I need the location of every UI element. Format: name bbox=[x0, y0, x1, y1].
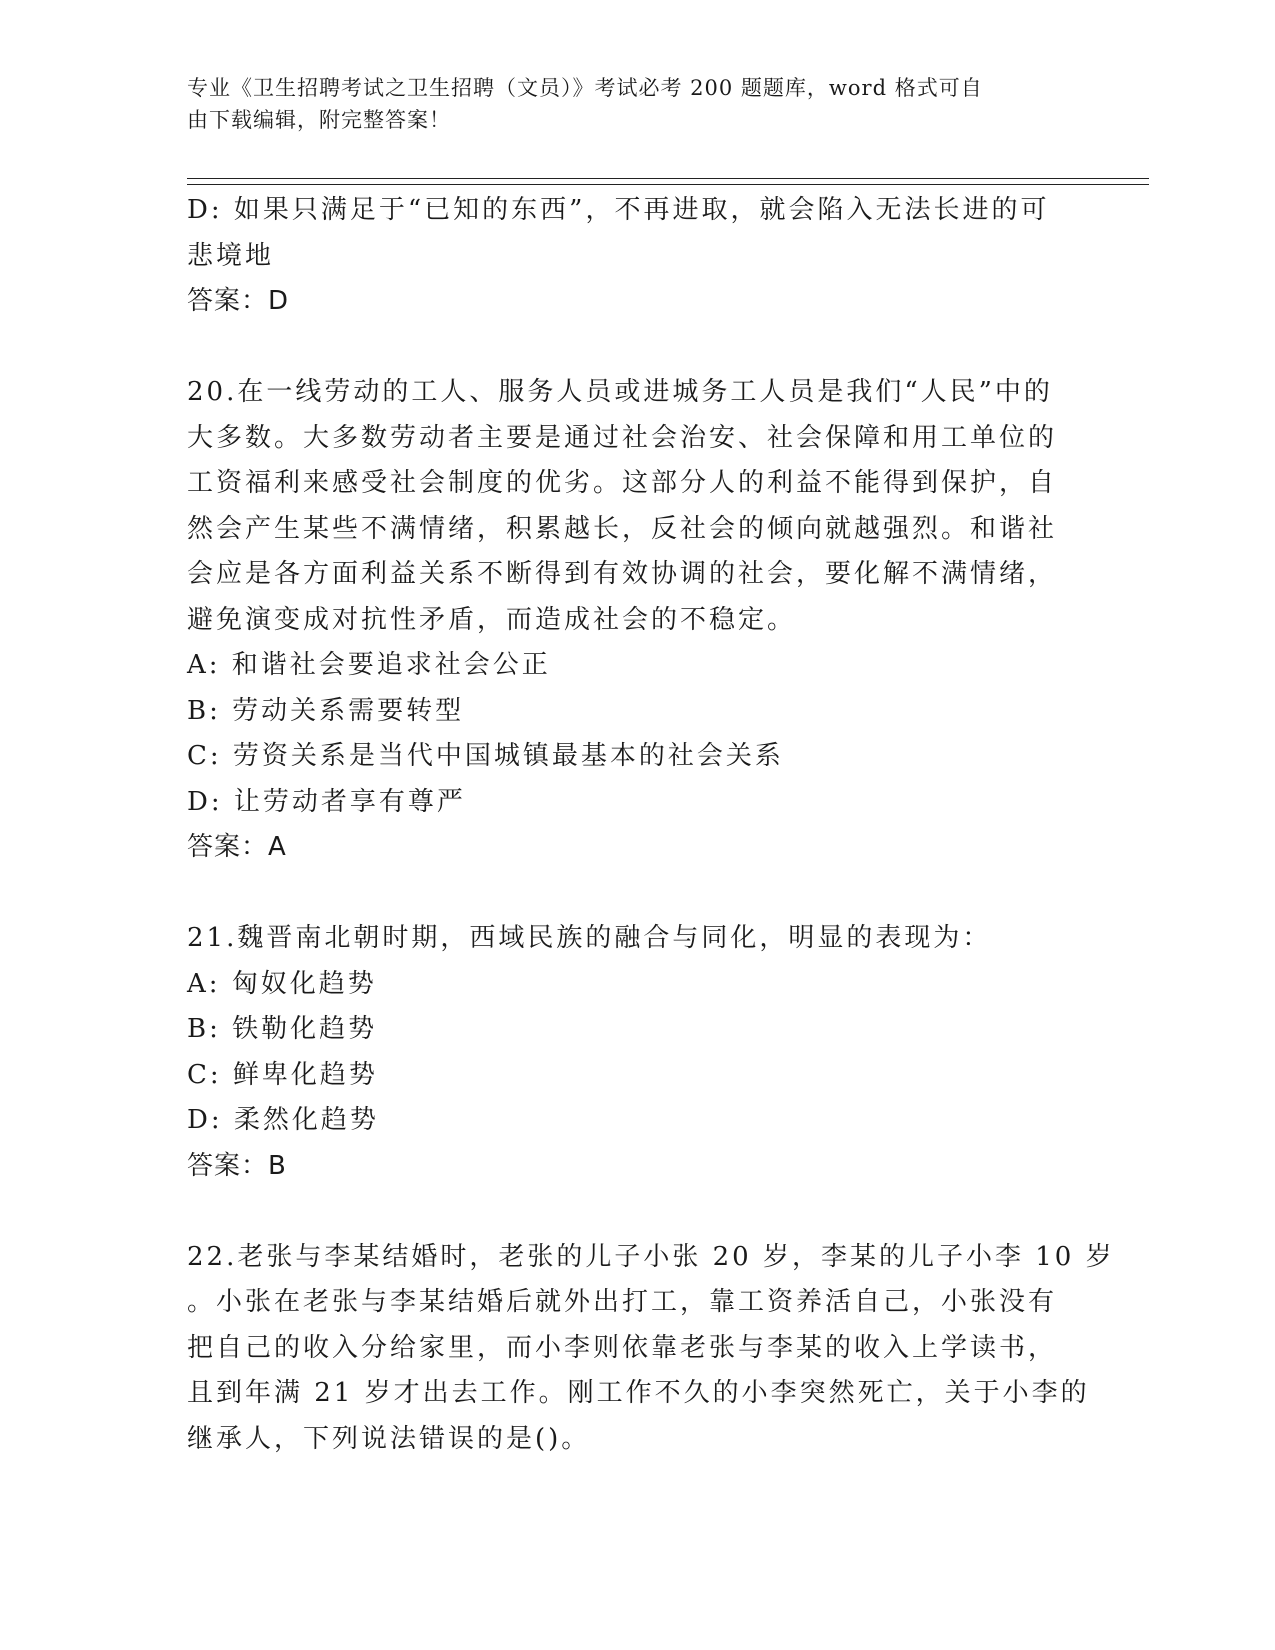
question-stem-line: 且到年满 21 岁才出去工作。刚工作不久的小李突然死亡，关于小李的 bbox=[187, 1378, 1090, 1408]
question-stem-line: 把自己的收入分给家里，而小李则依靠老张与李某的收入上学读书， bbox=[187, 1332, 1058, 1363]
option-d-continued: 悲境地 bbox=[187, 240, 275, 271]
question-stem-line: 21.魏晋南北朝时期，西域民族的融合与同化，明显的表现为： bbox=[187, 923, 992, 953]
spacer bbox=[187, 871, 1087, 917]
header-rule-bottom bbox=[187, 184, 1149, 185]
option-d: D: 让劳动者享有尊严 bbox=[187, 786, 466, 817]
header-rule-top bbox=[187, 178, 1149, 179]
question-stem-line: 20.在一线劳动的工人、服务人员或进城务工人员是我们“人民”中的 bbox=[187, 377, 1053, 407]
document-body bbox=[187, 188, 1115, 1462]
page-header bbox=[187, 72, 1067, 136]
question-stem-line: 工资福利来感受社会制度的优劣。这部分人的利益不能得到保护，自 bbox=[187, 468, 1058, 498]
spacer bbox=[187, 325, 1087, 371]
question-stem-line: 避免演变成对抗性矛盾，而造成社会的不稳定。 bbox=[187, 604, 797, 635]
question-21 bbox=[187, 916, 1087, 1189]
question-stem-line: 。小张在老张与李某结婚后就外出打工，靠工资养活自己，小张没有 bbox=[187, 1287, 1058, 1317]
question-stem-line: 然会产生某些不满情绪，积累越长，反社会的倾向就越强烈。和谐社 bbox=[187, 513, 1058, 544]
question-20 bbox=[187, 370, 1087, 871]
spacer bbox=[187, 1189, 1087, 1235]
answer-line: 答案：A bbox=[187, 832, 287, 862]
option-c: C: 劳资关系是当代中国城镇最基本的社会关系 bbox=[187, 741, 784, 771]
question-22 bbox=[187, 1235, 1115, 1463]
question-stem-line: 22.老张与李某结婚时，老张的儿子小张 20 岁，李某的儿子小李 10 岁 bbox=[187, 1241, 1115, 1272]
answer-line: 答案：D bbox=[187, 286, 290, 316]
option-a: A: 和谐社会要追求社会公正 bbox=[187, 650, 551, 680]
option-d: D: 柔然化趋势 bbox=[187, 1105, 379, 1135]
option-b: B: 劳动关系需要转型 bbox=[187, 695, 465, 726]
previous-question-tail bbox=[187, 188, 1087, 325]
option-c: C: 鲜卑化趋势 bbox=[187, 1059, 378, 1090]
question-stem-line: 大多数。大多数劳动者主要是通过社会治安、社会保障和用工单位的 bbox=[187, 422, 1058, 453]
question-stem-line: 继承人，下列说法错误的是()。 bbox=[187, 1423, 591, 1454]
answer-line: 答案：B bbox=[187, 1150, 287, 1181]
header-line-1: 专业《卫生招聘考试之卫生招聘（文员）》考试必考 200 题题库，word 格式可自 bbox=[187, 76, 983, 100]
option-d: D: 如果只满足于“已知的东西”，不再进取，就会陷入无法长进的可 bbox=[187, 195, 1050, 225]
question-stem-line: 会应是各方面利益关系不断得到有效协调的社会，要化解不满情绪， bbox=[187, 559, 1058, 589]
header-line-2: 由下载编辑，附完整答案！ bbox=[187, 108, 451, 132]
option-a: A: 匈奴化趋势 bbox=[187, 968, 377, 999]
option-b: B: 铁勒化趋势 bbox=[187, 1014, 378, 1044]
